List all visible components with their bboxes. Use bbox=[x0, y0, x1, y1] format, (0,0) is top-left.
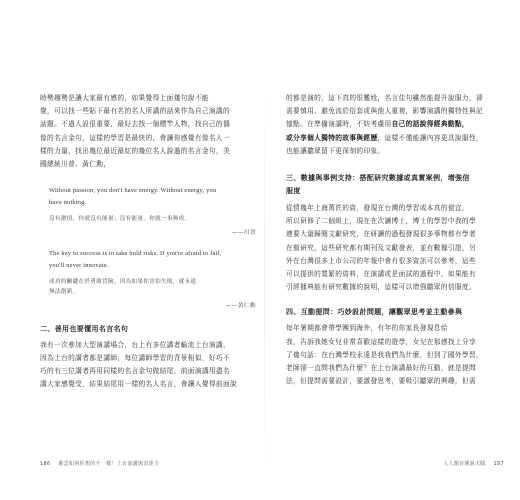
left-paragraph-2: 我有一次參加大型演講場合，台上有多位講者輪流上台演講， 因為上台的講者都是講師，每位講師學習的背景相似，好巧不 巧的有三位講者再用同樣的名言金句做結尾，前面演講用盡名 講大家感覺受，結果結尾用一樣的名人名言，會讓人覺得前面說 bbox=[40, 340, 238, 389]
right-page bbox=[286, 92, 504, 472]
quote-2-attribution: ——黃仁勳 bbox=[225, 302, 256, 309]
section-heading-4: 四、互動提問：巧妙設計問題，讓觀眾思考並主動參與 bbox=[286, 308, 463, 317]
right-paragraph-1-emphasis: 自己的話說得經典動點， 或分享個人獨特的故事與經歷 bbox=[286, 120, 469, 142]
quote-2-english: The key to success is to take bold risks. If you're afraid to fail, you'll never innovate. bbox=[49, 249, 222, 269]
quote-1-english: Without passion, you don't have energy. Without energy, you have nothing. bbox=[49, 187, 217, 207]
quote-block-2 bbox=[40, 248, 256, 309]
right-paragraph-1-text-b: ，這樣不僅能讓內容更具說服性， 也能讓聽眾留下更深刻的印象。 bbox=[286, 133, 484, 155]
right-page-number: 187 bbox=[493, 461, 504, 467]
section-heading-2: 二、善用也要懂用名言名句 bbox=[40, 324, 129, 333]
right-paragraph-3: 每年暑期都會帶學團到海外，有年的你家長發現息給 我，告訴我她女兒非常喜歡這樣的遊學，女兒在那感找上分享 了幾句話：在台灣學校永遠是我我們為什麼，但到了國外學習， 老師卻一直問我們為什麼？在上台演講最好的互動，就是提問 法，但提問需要設計，要激發思考，要吸引聽眾的興趣，但需 bbox=[286, 324, 484, 386]
right-paragraph-2: 從情幾年上海萬匠的資，發現在台灣的學習或本真的便宜， 所以研修了二個組上，現在在次讀博士，博士的學習中我的學 連要大量歸閱文獻研究，在研讀的過程發現很多事物都有學者 在做研究，這些研究都有期刊及文獻發表，並有數據引證，另 外在台灣很多上市公司的年報中會有很多資訊可以參考，這些 可以提供的寬緊的資料，在演講或是面試的過程中，如果能有 引經據典能有研究數據的說明，這樣可以增強聽眾的信服度。 bbox=[286, 204, 477, 292]
right-running-title: 人人都有開說天賦 bbox=[443, 461, 486, 467]
quote-2-chinese: 成功的關鍵在於勇敢冒險，因為如果你害怕失敗，就永遠 無法創新。 bbox=[49, 278, 197, 296]
section-heading-3: 三、數據與事例支持：搭配研究數據或真實案例，增強信 服度 bbox=[286, 174, 470, 196]
left-footer bbox=[40, 460, 159, 467]
book-gutter bbox=[264, 80, 265, 480]
left-running-title: 紫雲如何你想的不一樣！上台演講與表達力 bbox=[58, 461, 160, 467]
quote-1-chinese: 沒有激情，你就沒有能量；沒有能量，你就一事無成。 bbox=[49, 216, 191, 223]
left-paragraph-1: 時勢趨勢是讓大家最有感的，如果覺得上面幾句說不能 覺，可以找一些貼下最有名的名人所講的話來作為自己演講的 話題。不過人設很重要，最好去找一個標竿人物，找自己的偶 像的名言金句，這樣的學習是最快的，會讓你感覺有像名人一 樣的力量，找出幾位最近最紅的幾位名人說過的名言金句，美 國總統川普、黃仁勳， bbox=[40, 94, 231, 169]
left-page bbox=[40, 92, 256, 472]
right-paragraph-1 bbox=[286, 92, 504, 158]
left-page-number: 186 bbox=[40, 461, 51, 467]
quote-block-1 bbox=[40, 185, 256, 236]
right-footer bbox=[286, 460, 504, 467]
quote-1-attribution: ——川普 bbox=[231, 229, 256, 236]
right-paragraph-1-text-a: 的都是演的，這下真的很尷尬，名言佳句雖然能提升說服力，卻 需要慎用，避免流於俗套或與他人重複，影響演講的獨特性與記 憶點。在準備演講時，不妨考慮用 bbox=[286, 94, 484, 129]
